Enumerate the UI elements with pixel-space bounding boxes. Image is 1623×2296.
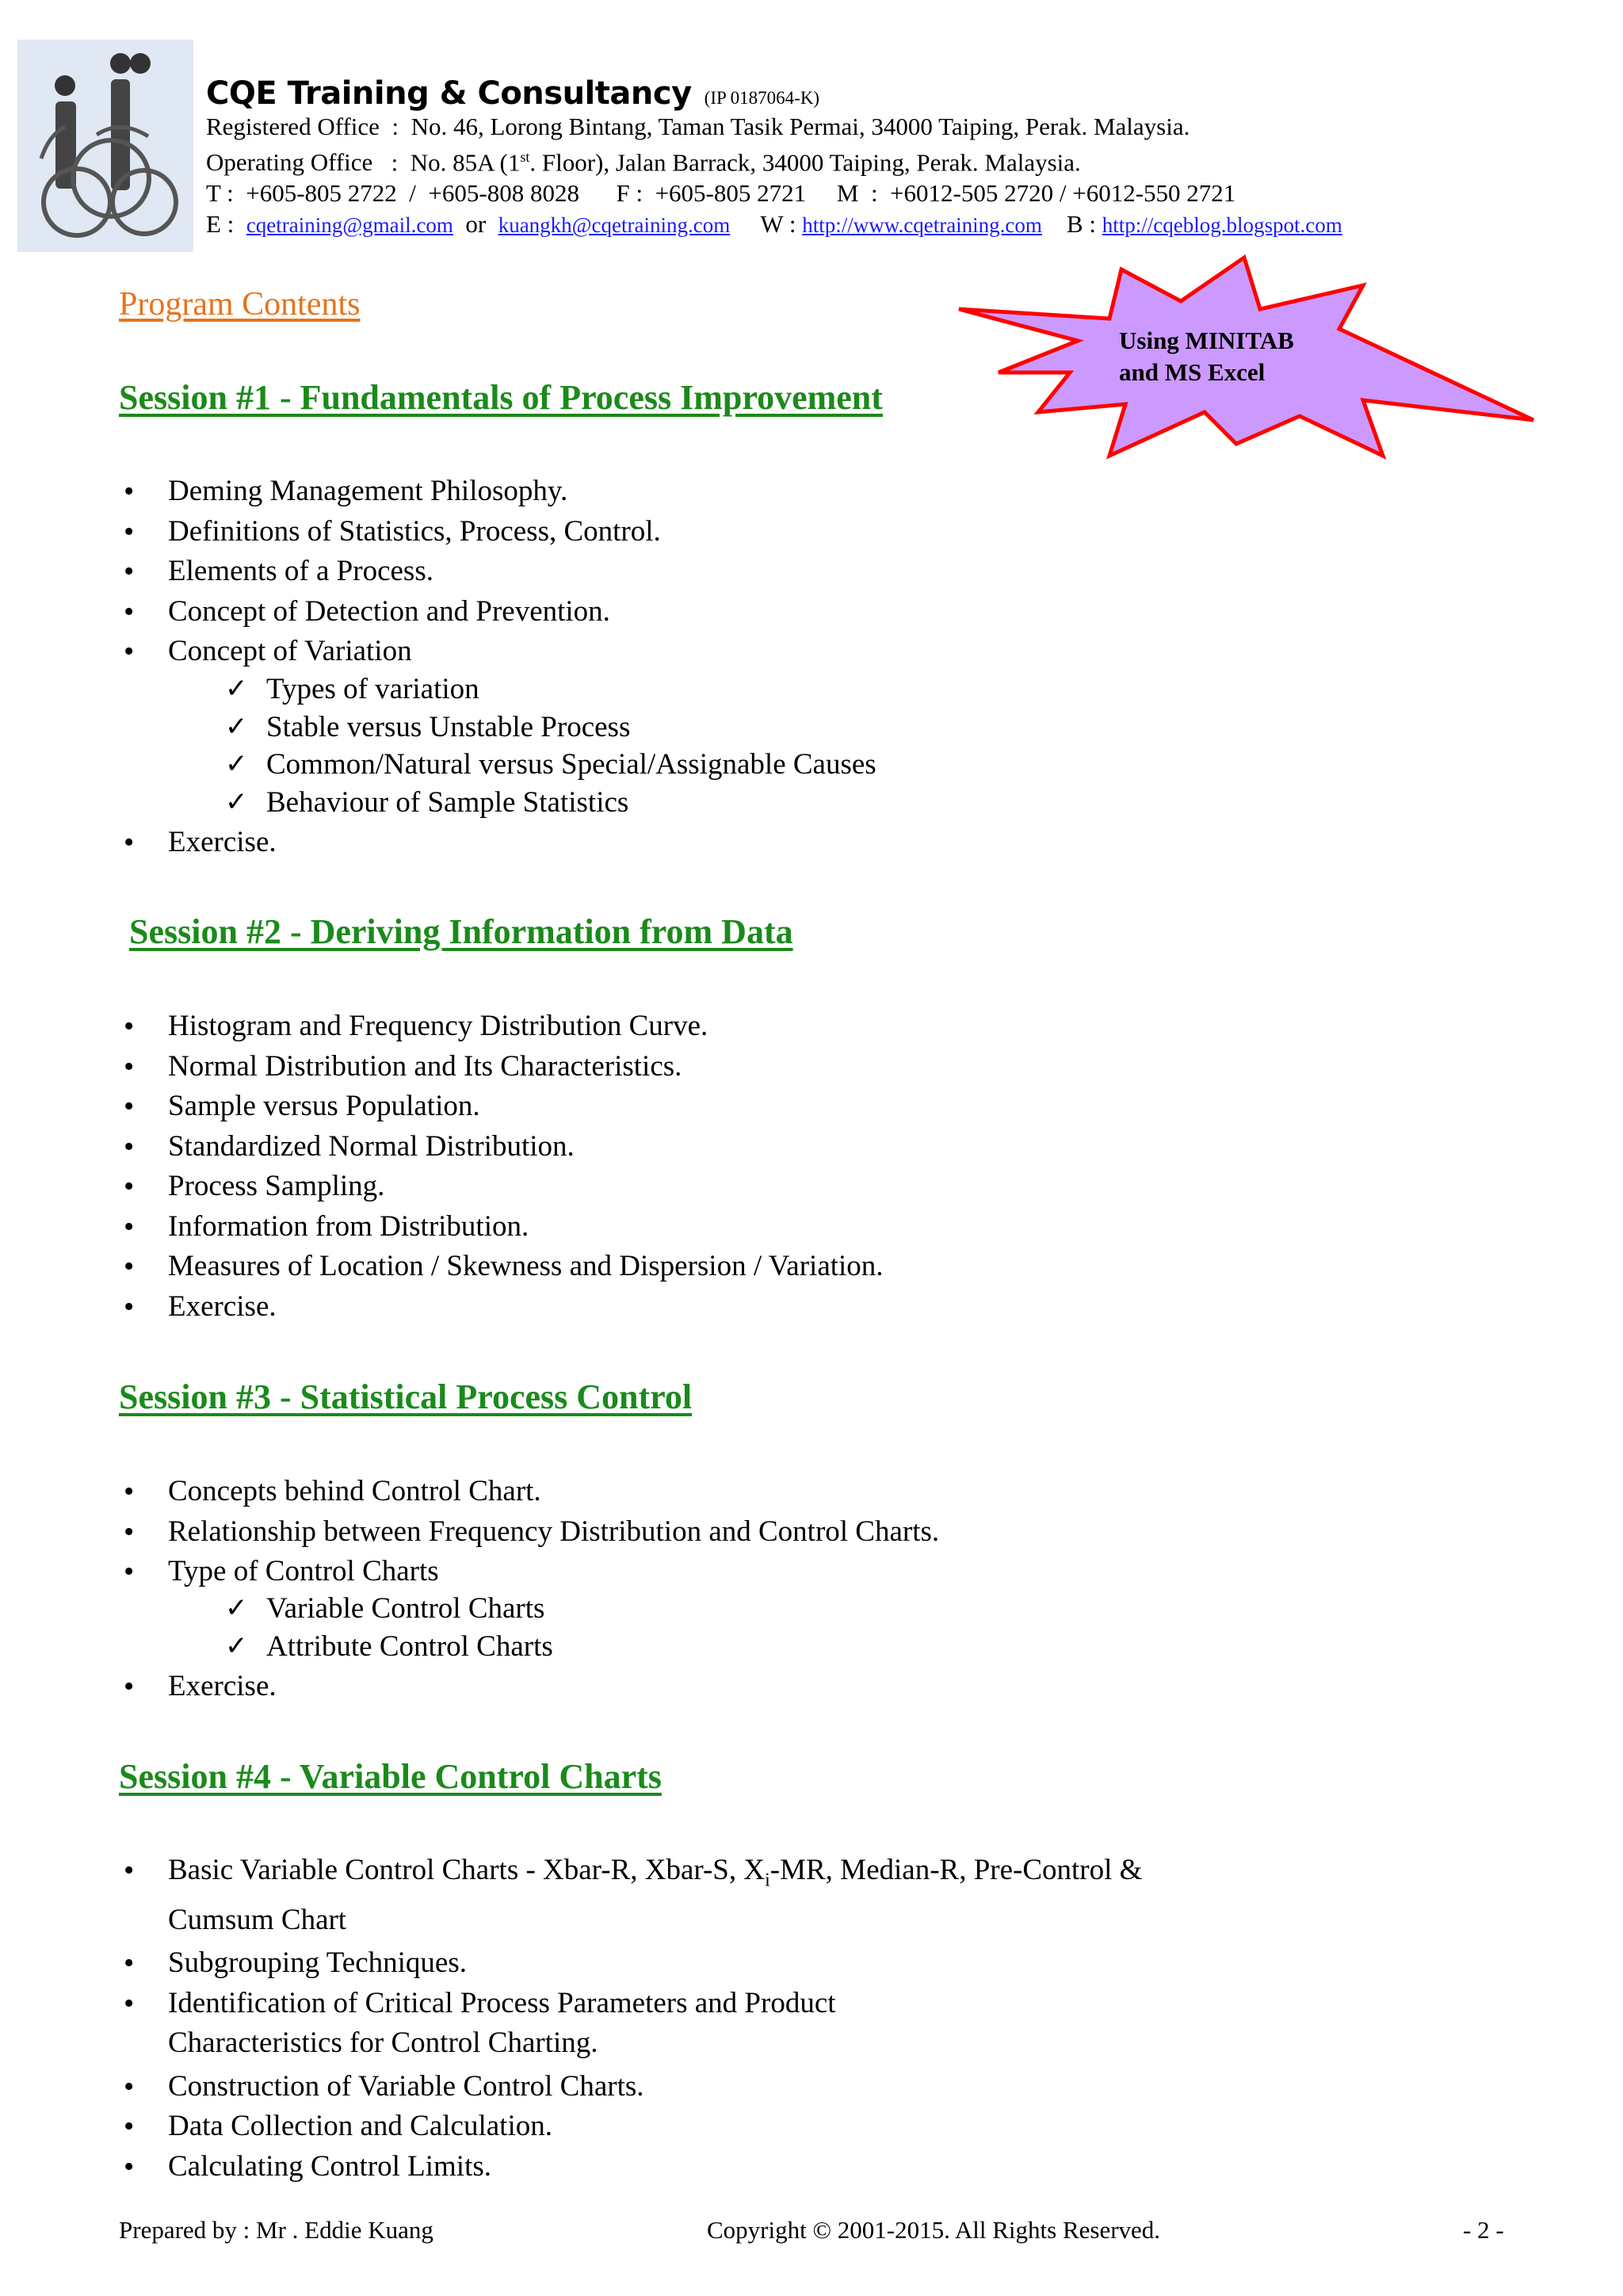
registered-office-value: No. 46, Lorong Bintang, Taman Tasik Permai, 34000 Taiping, Perak. Malaysia. xyxy=(411,113,1190,140)
website-link[interactable]: http://www.cqetraining.com xyxy=(802,213,1042,238)
list-item-subscript: i xyxy=(765,1870,770,1891)
list-item xyxy=(119,1851,1142,1940)
session-3-title: Session #3 - Statistical Process Control xyxy=(119,1377,693,1416)
footer-copyright: Copyright © 2001-2015. All Rights Reserved. xyxy=(707,2216,1161,2244)
badge-line-1: Using MINITAB xyxy=(1119,327,1294,354)
letterhead xyxy=(206,76,1593,241)
list-item: • Standardized Normal Distribution. xyxy=(119,1127,884,1167)
sub-list-item: ✓ Behaviour of Sample Statistics xyxy=(216,784,876,822)
list-item: • Concept of Detection and Prevention. xyxy=(119,592,661,632)
list-item-text-a: Basic Variable Control Charts - Xbar-R, Xbar-S, X xyxy=(168,1854,766,1886)
list-item: • Histogram and Frequency Distribution Curve. xyxy=(119,1007,884,1047)
list-item: • Deming Management Philosophy. xyxy=(119,472,661,512)
web-label: W : xyxy=(760,210,796,239)
email-label: E : xyxy=(206,210,235,239)
session-2-list xyxy=(119,1007,884,1327)
list-item-text: Concept of Variation xyxy=(168,635,412,667)
operating-office-label: Operating Office xyxy=(206,148,373,177)
list-item xyxy=(119,1984,1142,2064)
list-item xyxy=(119,632,661,672)
list-item: • Calculating Control Limits. xyxy=(119,2147,1142,2187)
list-item: • Type of Control Charts xyxy=(119,1552,939,1592)
badge-text xyxy=(1119,325,1294,388)
company-name: CQE Training & Consultancy xyxy=(206,75,692,112)
list-item: • Construction of Variable Control Charts. xyxy=(119,2067,1142,2107)
email-link-cqetraining[interactable]: cqetraining@gmail.com xyxy=(246,213,453,238)
sub-list-item: ✓ Stable versus Unstable Process xyxy=(216,709,876,747)
cqe-logo-icon xyxy=(17,40,193,252)
company-registration: (IP 0187064-K) xyxy=(704,88,820,108)
list-item: • Normal Distribution and Its Characteristics. xyxy=(119,1047,884,1087)
list-item: • Exercise. xyxy=(119,1667,277,1707)
session-1-sublist xyxy=(168,670,876,821)
list-item: • Exercise. xyxy=(119,823,277,863)
sub-list-item: ✓ Variable Control Charts xyxy=(216,1590,553,1628)
blog-link[interactable]: http://cqeblog.blogspot.com xyxy=(1102,213,1342,238)
session-2-title: Session #2 - Deriving Information from Data xyxy=(129,912,793,951)
operating-office-pre: No. 85A (1 xyxy=(410,148,521,177)
list-item-text-c: Cumsum Chart xyxy=(168,1903,347,1936)
list-item-text-b: Characteristics for Control Charting. xyxy=(168,2027,598,2060)
program-contents-title: Program Contents xyxy=(119,286,361,323)
list-item-text-a: Identification of Critical Process Parameters and Product xyxy=(168,1986,836,2019)
contact-line: T : +605-805 2722 / +605-808 8028 F : +605-805 2721 M : +6012-505 2720 / +6012-550 2721 xyxy=(206,179,1236,208)
company-logo xyxy=(17,40,193,252)
sub-list-item: ✓ Types of variation xyxy=(216,670,876,709)
session-3-list-end xyxy=(119,1667,277,1707)
footer-prepared-by: Prepared by : Mr . Eddie Kuang xyxy=(119,2216,433,2244)
list-item-text-b: -MR, Median-R, Pre-Control & xyxy=(769,1854,1143,1886)
list-item: • Concepts behind Control Chart. xyxy=(119,1472,939,1512)
sub-list-item: ✓ Common/Natural versus Special/Assignable Causes xyxy=(216,746,876,784)
list-item: • Elements of a Process. xyxy=(119,552,661,592)
session-4-title: Session #4 - Variable Control Charts xyxy=(119,1757,662,1796)
operating-office-post: . Floor), Jalan Barrack, 34000 Taiping, Perak. Malaysia. xyxy=(529,148,1081,177)
session-1-list-end xyxy=(119,823,277,863)
blog-label: B : xyxy=(1066,210,1096,239)
list-item: • Definitions of Statistics, Process, Control. xyxy=(119,512,661,552)
list-item: • Process Sampling. xyxy=(119,1167,884,1207)
badge-line-2: and MS Excel xyxy=(1119,358,1266,386)
list-item: • Subgrouping Techniques. xyxy=(119,1943,1142,1984)
sub-list-item: ✓ Attribute Control Charts xyxy=(216,1628,553,1666)
list-item: • Exercise. xyxy=(119,1287,884,1328)
operating-office-line: Operating Office : No. 85A (1st. Floor), Jalan Barrack, 34000 Taiping, Perak. Malaysia. xyxy=(206,148,1081,177)
operating-office-sup: st xyxy=(520,149,530,165)
session-1-list xyxy=(119,472,661,672)
list-item: • Data Collection and Calculation. xyxy=(119,2107,1142,2147)
registered-office-line: Registered Office : No. 46, Lorong Bintang, Taman Tasik Permai, 34000 Taiping, Perak. Malaysia. xyxy=(206,113,1190,140)
session-1-title: Session #1 - Fundamentals of Process Improvement xyxy=(119,378,883,417)
session-3-sublist xyxy=(168,1590,553,1665)
session-4-list xyxy=(119,1851,1142,2187)
or-text: or xyxy=(465,210,487,239)
list-item: • Relationship between Frequency Distribution and Control Charts. xyxy=(119,1512,939,1553)
list-item: • Sample versus Population. xyxy=(119,1087,884,1127)
session-3-list xyxy=(119,1472,939,1592)
list-item: • Measures of Location / Skewness and Dispersion / Variation. xyxy=(119,1247,884,1287)
email-web-line xyxy=(206,208,1593,241)
email-link-kuangkh[interactable]: kuangkh@cqetraining.com xyxy=(498,213,731,238)
registered-office-label: Registered Office xyxy=(206,113,380,140)
list-item: • Information from Distribution. xyxy=(119,1207,884,1247)
footer-page-number: - 2 - xyxy=(1463,2216,1504,2244)
